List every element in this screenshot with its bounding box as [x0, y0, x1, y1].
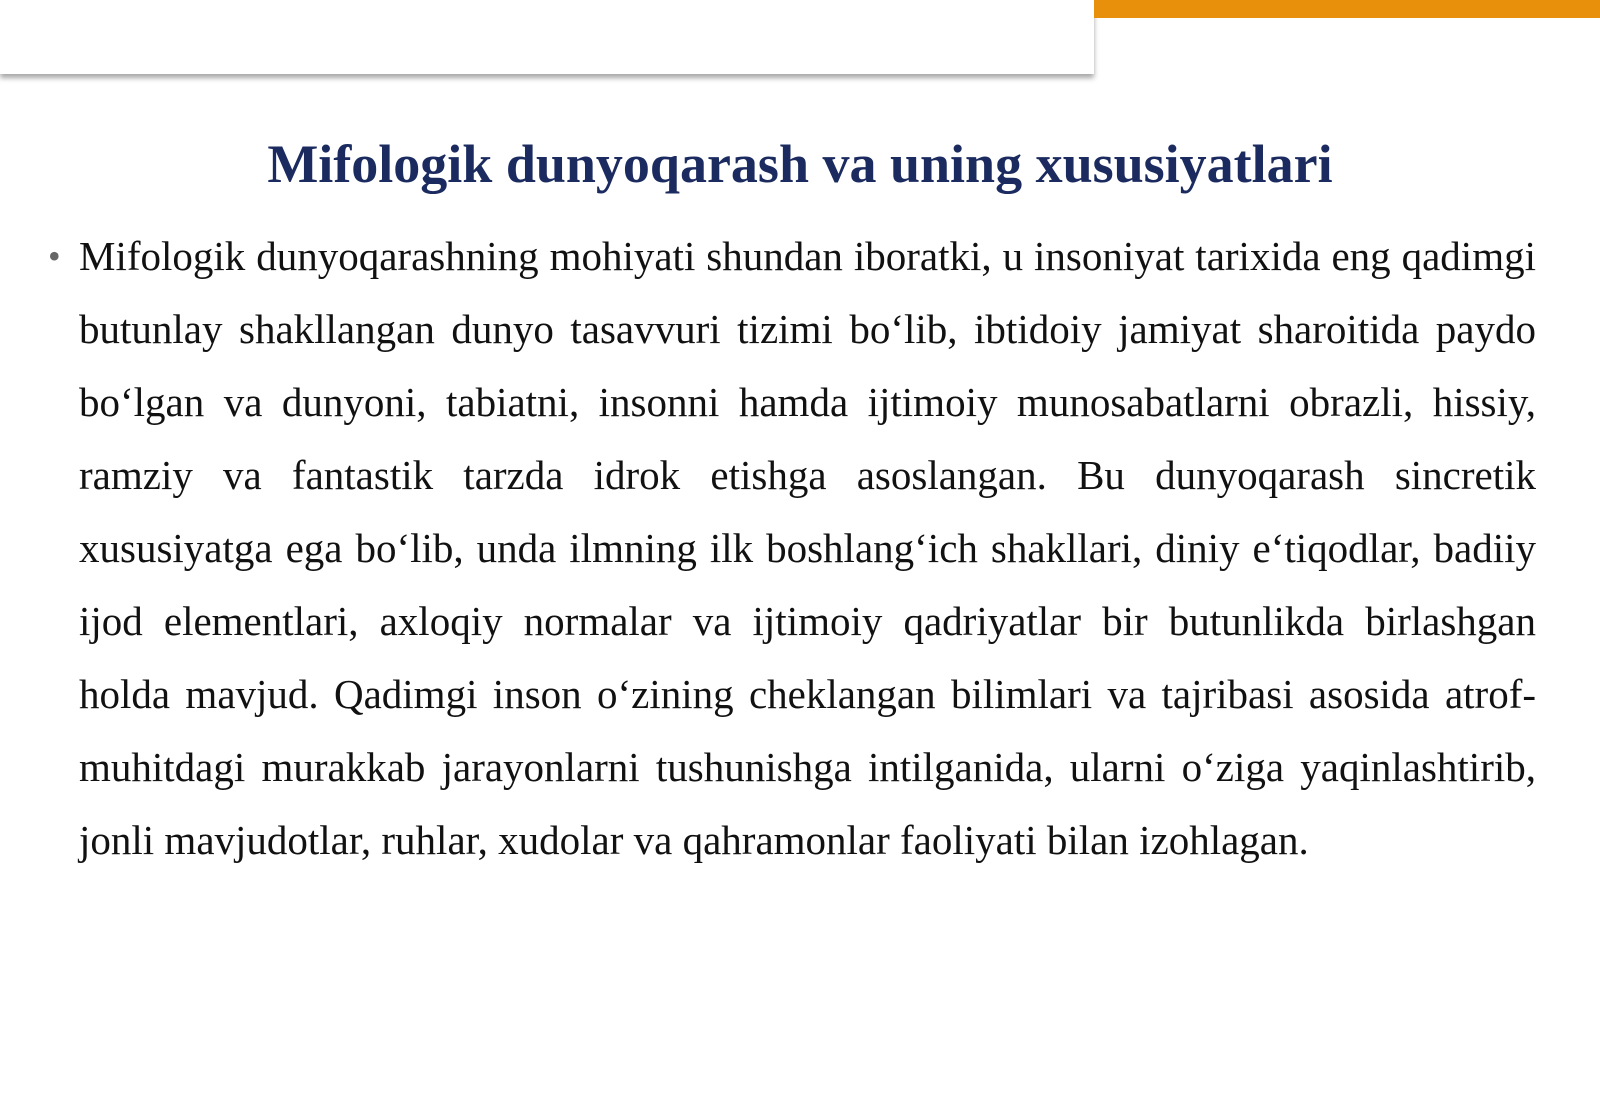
bullet-item — [48, 220, 1536, 877]
slide-title: Mifologik dunyoqarash va uning xususiyatlari — [267, 134, 1333, 194]
bullet-text: Mifologik dunyoqarashning mohiyati shundan iboratki, u insoniyat tarixida eng qadimgi butunlay shakllangan dunyo tasavvuri tizimi boʻlib, ibtidoiy jamiyat sharoitida paydo boʻlgan va dunyoni, tabiatni, insonni hamda ijtimoiy munosabatlarni obrazli, hissiy, ramziy va fantastik tarzda idrok etishga asoslangan. Bu dunyoqarash sincretik xususiyatga ega boʻlib, unda ilmning ilk boshlangʻich shakllari, diniy eʻtiqodlar, badiiy ijod elementlari, axloqiy normalar va ijtimoiy qadriyatlar bir butunlikda birlashgan holda mavjud. Qadimgi inson oʻzining cheklangan bilimlari va tajribasi asosida atrof-muhitdagi murakkab jarayonlarni tushunishga intilganida, ularni oʻziga yaqinlashtirib, jonli mavjudotlar, ruhlar, xudolar va qahramonlar faoliyati bilan izohlagan. — [79, 233, 1536, 863]
header-bar — [0, 0, 1094, 74]
accent-bar — [1094, 0, 1600, 18]
bullet-dot-icon: • — [48, 236, 61, 276]
slide-content — [48, 220, 1536, 877]
